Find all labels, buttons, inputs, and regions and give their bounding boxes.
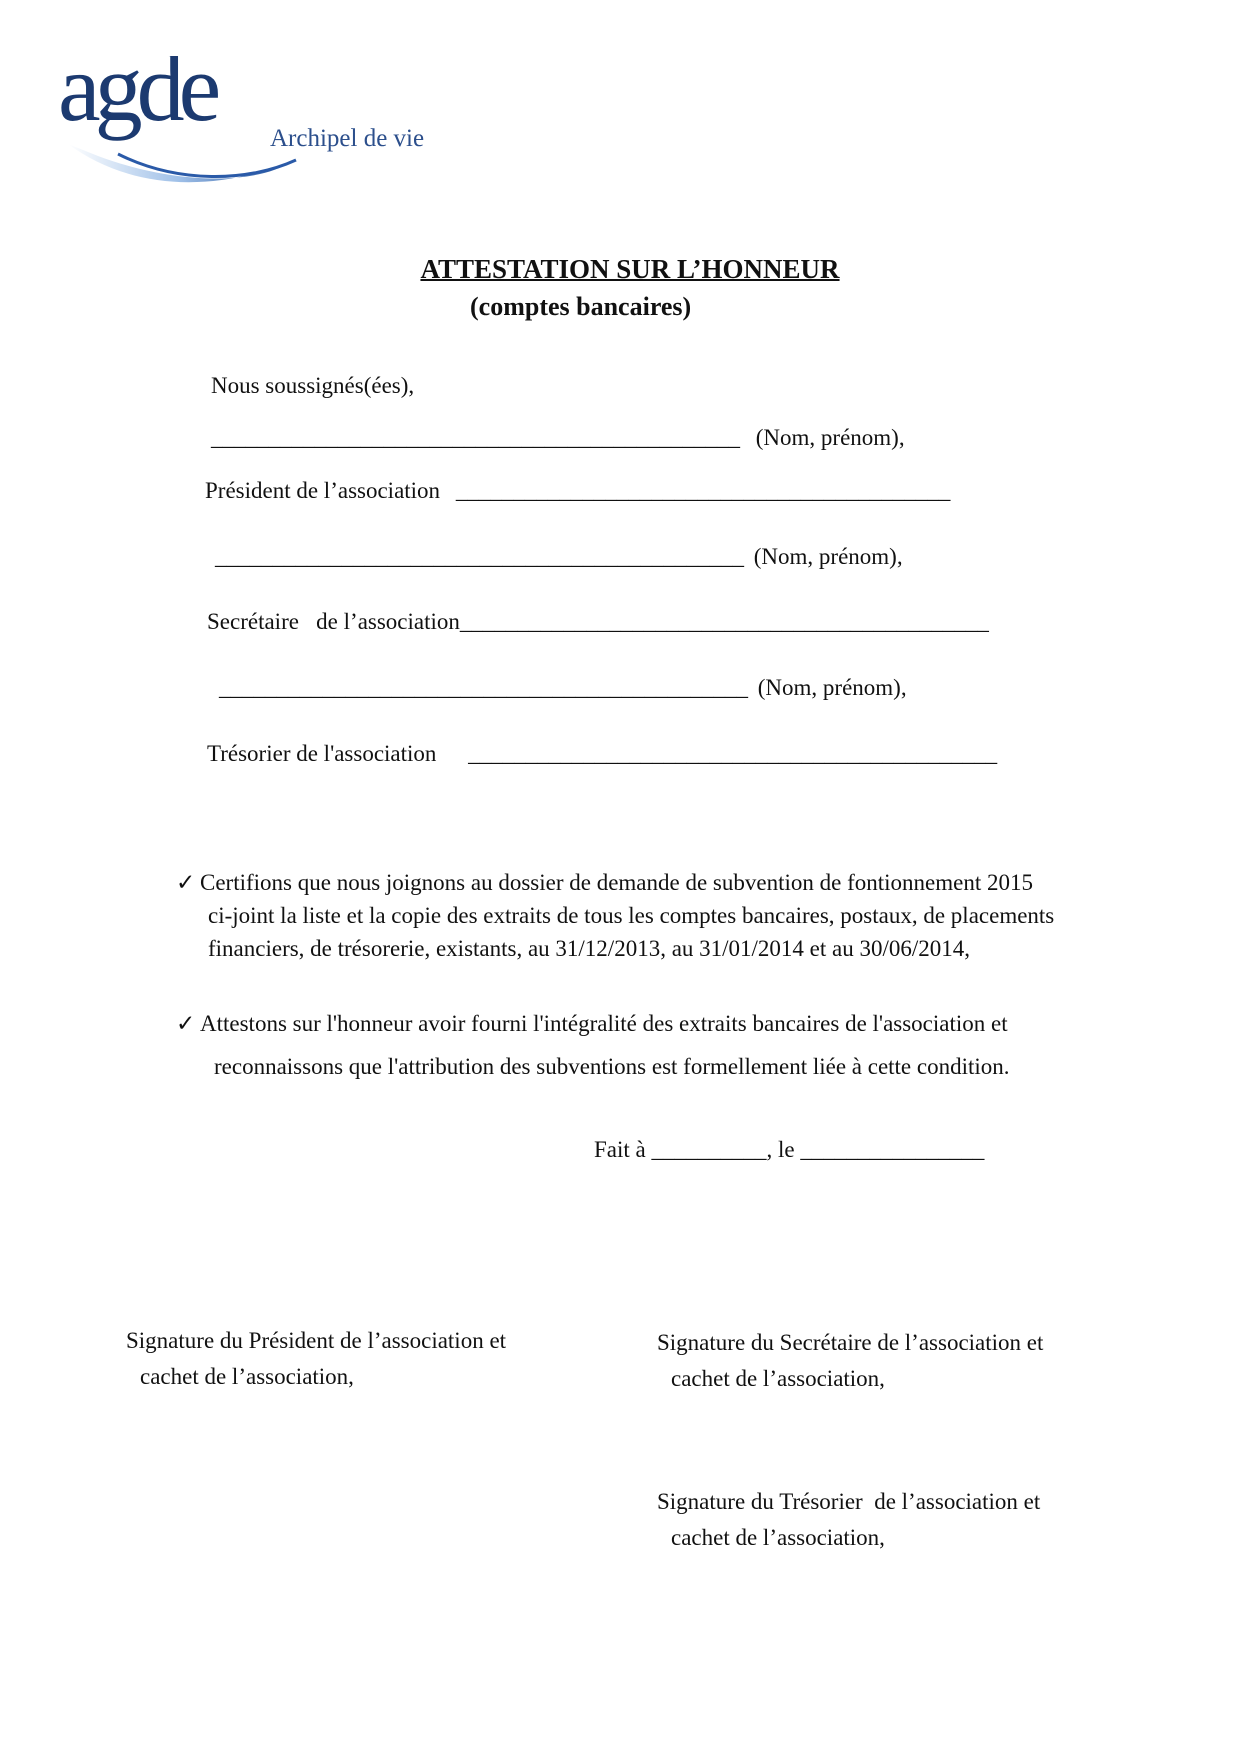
logo-tagline: Archipel de vie xyxy=(270,125,425,152)
name-label: (Nom, prénom), xyxy=(755,425,905,450)
check-icon: ✓ xyxy=(176,870,196,895)
blank-line[interactable]: ______________________________________________ xyxy=(459,609,989,634)
signature-line: cachet de l’association, xyxy=(671,1525,885,1550)
agde-logo xyxy=(58,56,430,192)
tresorier-name-line[interactable] xyxy=(219,675,907,701)
signature-line: cachet de l’association, xyxy=(140,1364,354,1389)
secretaire-name-line[interactable] xyxy=(215,544,903,570)
fait-line[interactable] xyxy=(594,1137,984,1163)
fait-prefix: Fait à xyxy=(594,1137,646,1162)
name-label: (Nom, prénom), xyxy=(757,675,907,700)
secretaire-label: Secrétaire de l’association xyxy=(207,609,460,634)
signature-line: Signature du Secrétaire de l’association et xyxy=(657,1330,1044,1355)
signature-president xyxy=(126,1323,506,1395)
tresorier-label: Trésorier de l'association xyxy=(207,741,437,766)
name-label: (Nom, prénom), xyxy=(753,544,903,569)
page-subtitle: (comptes bancaires) xyxy=(470,292,692,321)
blank-line[interactable]: ______________________________________________ xyxy=(219,675,748,700)
signature-secretaire xyxy=(657,1325,1043,1397)
logo-wave-icon xyxy=(58,56,430,192)
place-blank[interactable]: __________ xyxy=(651,1137,767,1162)
blank-line[interactable]: ______________________________________________ xyxy=(211,425,740,450)
bullet-line: Attestons sur l'honneur avoir fourni l'intégralité des extraits bancaires de l'association et xyxy=(200,1011,1008,1036)
president-label: Président de l’association xyxy=(205,478,441,503)
blank-line[interactable]: ______________________________________________ xyxy=(215,544,744,569)
blank-line[interactable]: ______________________________________________ xyxy=(468,741,998,766)
fait-middle: , le xyxy=(766,1137,795,1162)
president-name-line[interactable] xyxy=(211,425,905,451)
bullet-line: Certifions que nous joignons au dossier de demande de subvention de fontionnement 2015 xyxy=(200,870,1033,895)
signature-line: cachet de l’association, xyxy=(671,1366,885,1391)
signature-line: Signature du Président de l’association et xyxy=(126,1328,507,1353)
check-icon: ✓ xyxy=(176,1011,196,1036)
president-association-line[interactable] xyxy=(205,478,950,504)
attestation-bullet xyxy=(176,1002,1010,1088)
date-blank[interactable]: ________________ xyxy=(800,1137,985,1162)
intro-text: Nous soussignés(ées), xyxy=(211,373,415,398)
bullet-line: reconnaissons que l'attribution des subventions est formellement liée à cette condition. xyxy=(214,1054,1010,1079)
bullet-line: financiers, de trésorerie, existants, au 31/12/2013, au 31/01/2014 et au 30/06/2014, xyxy=(208,936,971,961)
bullet-line: ci-joint la liste et la copie des extraits de tous les comptes bancaires, postaux, de placements xyxy=(208,903,1055,928)
secretaire-association-line[interactable] xyxy=(207,609,989,635)
signature-tresorier xyxy=(657,1484,1040,1556)
certification-bullet xyxy=(176,866,1054,965)
logo-main-text: agde xyxy=(58,56,216,141)
tresorier-association-line[interactable] xyxy=(207,741,997,767)
blank-line[interactable]: ___________________________________________ xyxy=(455,478,951,503)
signature-line: Signature du Trésorier de l’association et xyxy=(657,1489,1041,1514)
page-title: ATTESTATION SUR L’HONNEUR xyxy=(420,254,840,284)
